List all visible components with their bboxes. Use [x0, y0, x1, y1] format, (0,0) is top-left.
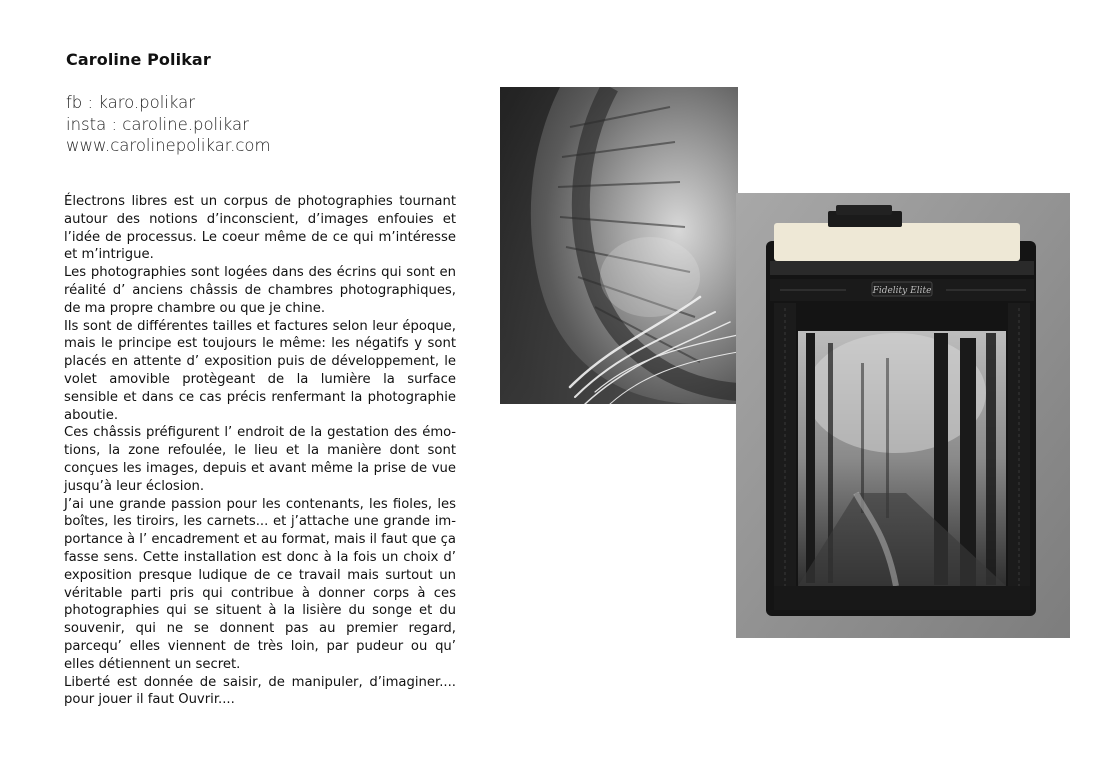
- contact-website[interactable]: www.carolinepolikar.com: [66, 136, 271, 155]
- paragraph: Ces châssis préfigurent l’ endroit de la gestation des émotions, la zone refoulée, le lieu et la manière dont sont conçues les images, depuis et avant même la prise de vue jusqu’à leur éclosion.: [64, 425, 456, 494]
- paragraph: Ils sont de différentes tailles et factures selon leur époque, mais le principe est toujours le même: les négatifs y sont placés en attente d’ exposition puis de développement, le volet amovible protègeant de la lumière la surface sensible et dans ce cas précis renfermant la photographie aboutie.: [64, 318, 456, 423]
- spiral-staircase-photo: [500, 87, 738, 404]
- contact-facebook: fb : karo.polikar: [66, 93, 196, 112]
- holder-brand-label: Fidelity Elite: [872, 286, 932, 296]
- film-holder-photo: [736, 193, 1070, 638]
- paragraph: Électrons libres est un corpus de photographies tournant autour des notions d’inconscient, d’images enfouies et l’idée de processus. Le coeur même de ce qui m’intéresse et m’intrigue.: [64, 194, 456, 263]
- contact-block: [66, 92, 271, 157]
- paragraph: Les photographies sont logées dans des écrins qui sont en réalité d’ anciens châssis de chambres photographiques, de ma propre chambre ou que je chine.: [64, 265, 456, 316]
- description-text: [64, 193, 456, 709]
- contact-instagram: insta : caroline.polikar: [66, 114, 249, 134]
- paragraph: J’ai une grande passion pour les contenants, les fioles, les boîtes, les tiroirs, les carnets... et j’attache une grande importance à l’ encadrement et au format, mais il faut que ça fasse sens. Cette installation est donc à la fois un choix d’ exposition presque ludique de ce travail mais surtout un véritable parti pris qui contribue à donner corps à ces photographies qui se situent à la lisière du songe et du souvenir, qui ne se donnent pas au premier regard, parcequ’ elles viennent de très loin, par pudeur ou qu’ elles détiennent un secret.: [64, 496, 456, 672]
- author-name: Caroline Polikar: [66, 50, 211, 69]
- paragraph: Liberté est donnée de saisir, de manipuler, d’imaginer.... pour jouer il faut Ouvrir....: [64, 674, 456, 708]
